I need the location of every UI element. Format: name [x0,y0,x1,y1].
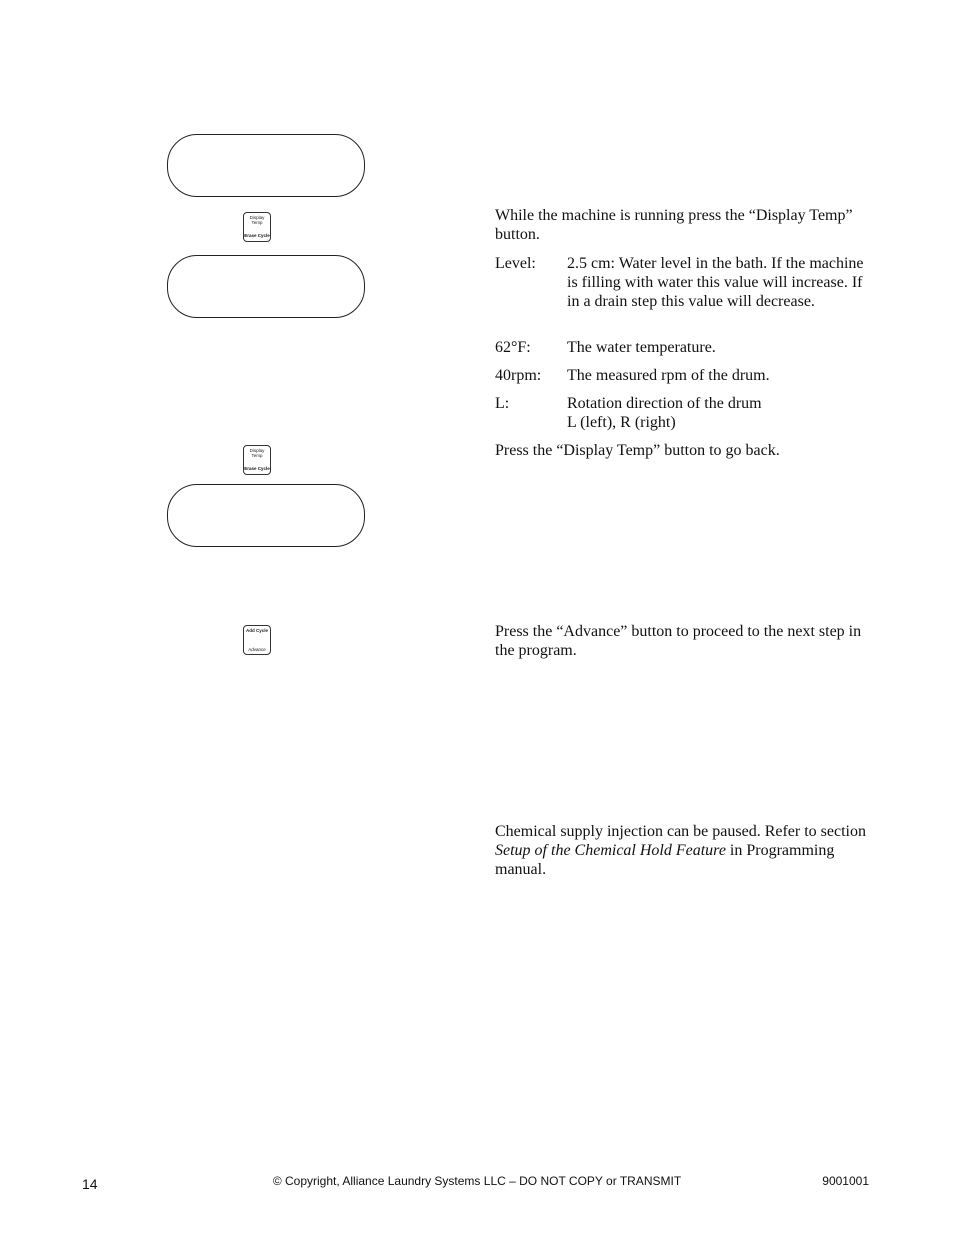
advance-paragraph: Press the “Advance” button to proceed to the next step in the program. [495,623,862,659]
page-number: 14 [82,1176,98,1192]
display-panel-1 [167,134,365,197]
add-cycle-label: Add Cycle [245,628,268,633]
rotation-desc-line1: Rotation direction of the drum [567,395,762,412]
chemical-hold-paragraph [495,822,875,879]
advance-label: Advance [248,647,266,652]
display-temp-button-1[interactable] [243,212,271,242]
rotation-desc-line2: L (left), R (right) [567,414,676,431]
level-desc: 2.5 cm: Water level in the bath. If the machine is filling with water this value will increase. If in a drain step this value will decrease. [567,255,864,310]
rotation-term: L: [495,395,510,412]
chemical-hold-reference: Setup of the Chemical Hold Feature [495,842,726,859]
go-back-paragraph: Press the “Display Temp” button to go back. [495,442,780,459]
temperature-desc: The water temperature. [567,339,716,356]
temperature-term: 62°F: [495,339,531,356]
intro-paragraph: While the machine is running press the “Display Temp” button. [495,207,853,243]
display-temp-label: Display Temp [249,448,265,458]
rotation-desc [567,394,875,432]
chemical-text-after: in Programming manual. [495,842,835,878]
rpm-desc: The measured rpm of the drum. [567,367,770,384]
display-temp-button-2[interactable] [243,445,271,475]
erase-cycle-label: Erase Cycle [244,233,270,238]
display-panel-2 [167,255,365,318]
copyright-notice: © Copyright, Alliance Laundry Systems LLC – DO NOT COPY or TRANSMIT [272,1174,682,1188]
chemical-text-before: Chemical supply injection can be paused. Refer to section [495,823,866,840]
advance-button[interactable] [243,625,271,655]
rpm-term: 40rpm: [495,367,542,384]
level-term: Level: [495,255,536,272]
document-number: 9001001 [822,1174,869,1188]
display-panel-3 [167,484,365,547]
display-temp-label: Display Temp [249,215,265,225]
erase-cycle-label: Erase Cycle [244,466,270,471]
